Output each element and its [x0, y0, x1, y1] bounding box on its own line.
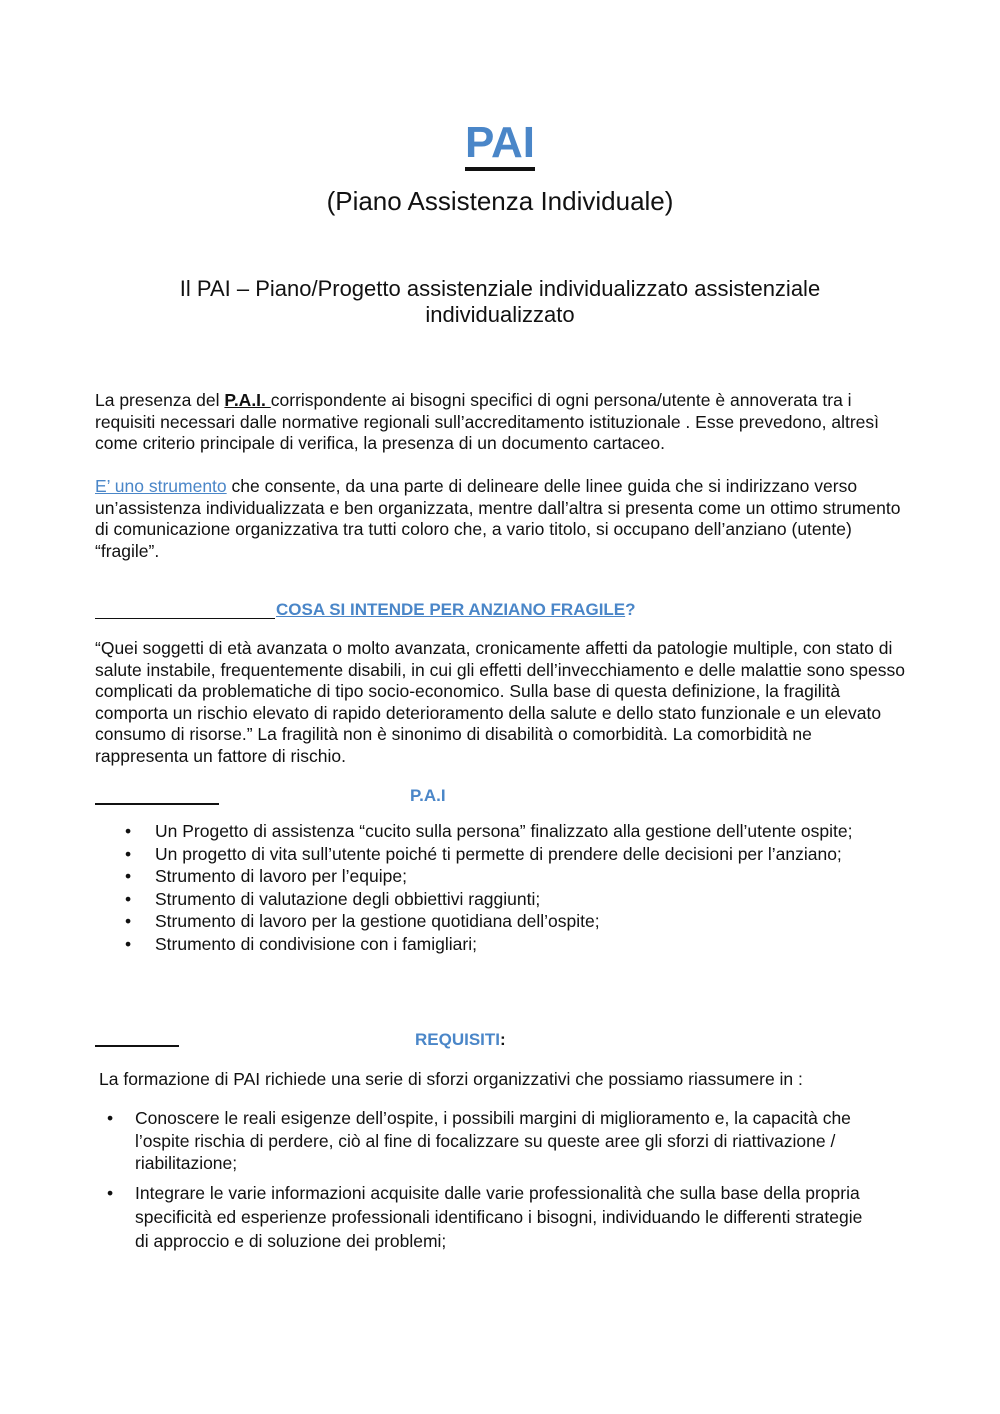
heading-rule [95, 1045, 179, 1047]
requisiti-heading-colon: : [500, 1030, 506, 1049]
intro-post: corrispondente ai bisogni specifici di ogni persona/utente è annoverata tra i requisiti necessari dalle normative regionali sull’accreditamento istituzionale . Esse prevedono, altresì come criterio principale di verifica, la presenza di un documento cartaceo. [95, 390, 880, 453]
list-item: • Integrare le varie informazioni acquisite dalle varie professionalità che sulla base della propria specificità ed esperienze professionali identificano i bisogni, individuando le differenti strategie di approccio e di soluzione dei problemi; [95, 1181, 865, 1253]
list-item: • Strumento di lavoro per la gestione quotidiana dell’ospite; [95, 910, 915, 933]
requisiti-list [95, 1107, 865, 1253]
fragile-heading [276, 600, 636, 620]
pai-list [95, 820, 915, 955]
requisiti-heading [415, 1030, 506, 1050]
document-title [0, 118, 1000, 168]
fragile-heading-qmark: ? [625, 600, 636, 619]
list-item: • Strumento di condivisione con i famigliari; [95, 933, 915, 956]
intro-acronym: P.A.I. [224, 390, 271, 410]
tool-paragraph [95, 476, 905, 562]
tool-text: che consente, da una parte di delineare delle linee guida che si indirizzano verso un’assistenza individualizzata e ben organizzata, mentre dall’altra si presenta come un ottimo strumento di comunicazione organizzativa tra tutti coloro che, a vario titolo, si occupano dell’anziano (utente) “fragile”. [95, 476, 901, 561]
heading-rule [95, 618, 275, 619]
tool-link[interactable]: E’ uno strumento [95, 476, 227, 496]
document-subtitle: (Piano Assistenza Individuale) [326, 186, 674, 216]
section-heading: Il PAI – Piano/Progetto assistenziale individualizzato assistenziale individualizzato [179, 276, 821, 327]
intro-paragraph [95, 390, 905, 455]
requisiti-heading-text: REQUISITI [415, 1030, 501, 1049]
list-item: • Conoscere le reali esigenze dell’ospite, i possibili margini di miglioramento e, la capacità che l’ospite rischia di perdere, ciò al fine di focalizzare su queste aree gli sforzi di riattivazione / riabilitazione; [95, 1107, 865, 1175]
requisiti-intro: La formazione di PAI richiede una serie di sforzi organizzativi che possiamo riassumere in : [99, 1069, 803, 1089]
intro-pre: La presenza del [95, 390, 225, 410]
title-text: PAI [465, 118, 535, 171]
heading-rule [95, 803, 219, 805]
list-item: • Un Progetto di assistenza “cucito sulla persona” finalizzato alla gestione dell’utente ospite; [95, 820, 915, 843]
list-item: • Un progetto di vita sull’utente poiché ti permette di prendere delle decisioni per l’anziano; [95, 843, 915, 866]
fragile-definition: “Quei soggetti di età avanzata o molto avanzata, cronicamente affetti da patologie multiple, con stato di salute instabile, frequentemente disabili, in cui gli effetti dell’invecchiamento e delle malattie sono spesso complicati da problematiche di tipo socio-economico. Sulla base di questa definizione, la fragilità comporta un rischio elevato di rapido deterioramento della salute e dello stato funzionale e un elevato consumo di risorse.” La fragilità non è sinonimo di disabilità o comorbidità. La comorbidità ne rappresenta un fattore di rischio. [95, 638, 906, 766]
pai-heading: P.A.I [410, 786, 446, 805]
fragile-heading-text: COSA SI INTENDE PER ANZIANO FRAGILE [276, 600, 626, 619]
list-item: • Strumento di lavoro per l’equipe; [95, 865, 915, 888]
list-item: • Strumento di valutazione degli obbiettivi raggiunti; [95, 888, 915, 911]
